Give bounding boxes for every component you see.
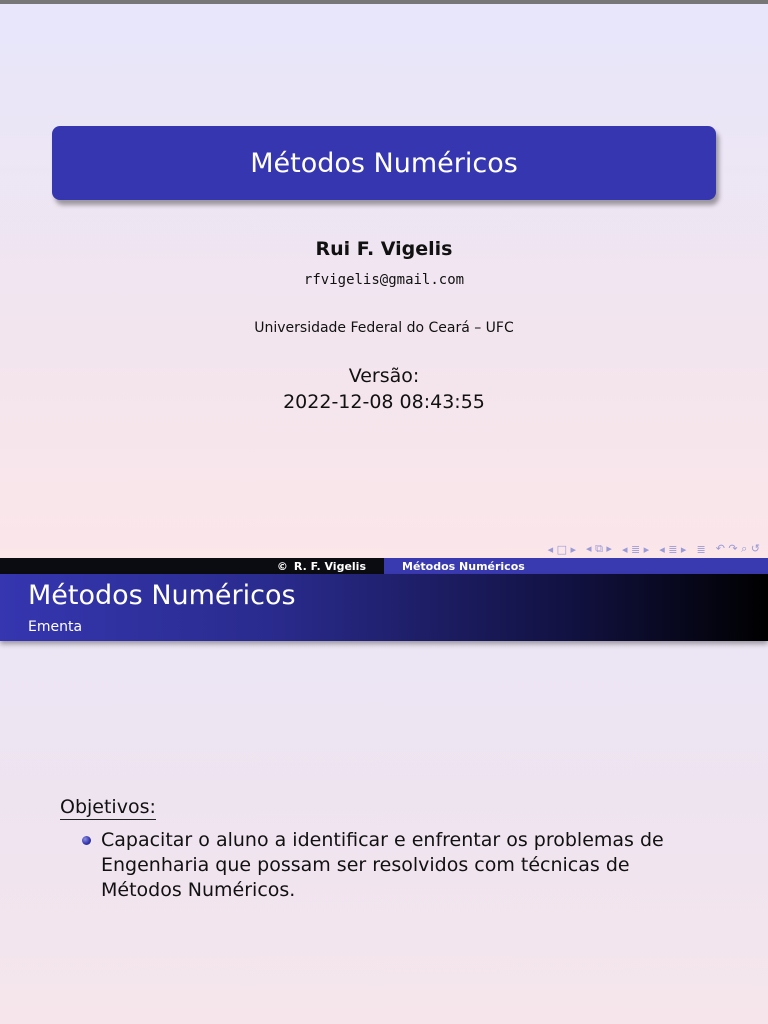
institution: Universidade Federal do Ceará – UFC <box>254 320 514 336</box>
bullet-icon <box>82 836 91 845</box>
section-nav-icon[interactable]: ◂ ≣ ▸ <box>621 542 650 556</box>
slide-nav-icon[interactable]: ◂ ≣ ▸ <box>659 542 687 556</box>
navigation-bar <box>548 540 760 558</box>
content-slide <box>0 574 768 1024</box>
copyright-icon: © <box>276 559 288 573</box>
presentation-title: Métodos Numéricos <box>250 147 518 179</box>
frame-nav-icon[interactable]: ◂ □ ▸ <box>547 542 577 556</box>
version-date: 2022-12-08 08:43:55 <box>283 391 485 413</box>
author-email: rfvigelis@gmail.com <box>303 272 465 288</box>
frame-subtitle: Ementa <box>28 619 83 635</box>
frame-title: Métodos Numéricos <box>28 580 296 611</box>
footer-title-section <box>384 558 768 574</box>
footer-title: Métodos Numéricos <box>402 559 525 573</box>
appendix-icon[interactable]: ≣ <box>696 542 706 556</box>
subsection-nav-icon[interactable]: ◂ ⧉ ▸ <box>586 542 612 555</box>
list-item <box>82 828 702 903</box>
footer-author-section <box>0 558 384 574</box>
version-label: Versão: <box>348 365 420 387</box>
footer-bar <box>0 558 768 574</box>
footer-author: R. F. Vigelis <box>293 559 366 573</box>
title-box <box>52 126 716 200</box>
frame-header <box>0 574 768 641</box>
bullet-text: Capacitar o aluno a identificar e enfrentar os problemas de Engenharia que possam ser resolvidos com técnicas de Métodos Numéricos. <box>101 829 664 901</box>
objectives-title: Objetivos: <box>60 796 156 818</box>
author-name: Rui F. Vigelis <box>315 238 453 260</box>
search-back-forward-icons[interactable]: ↶ ↷ ⌕ ↺ <box>715 542 760 555</box>
